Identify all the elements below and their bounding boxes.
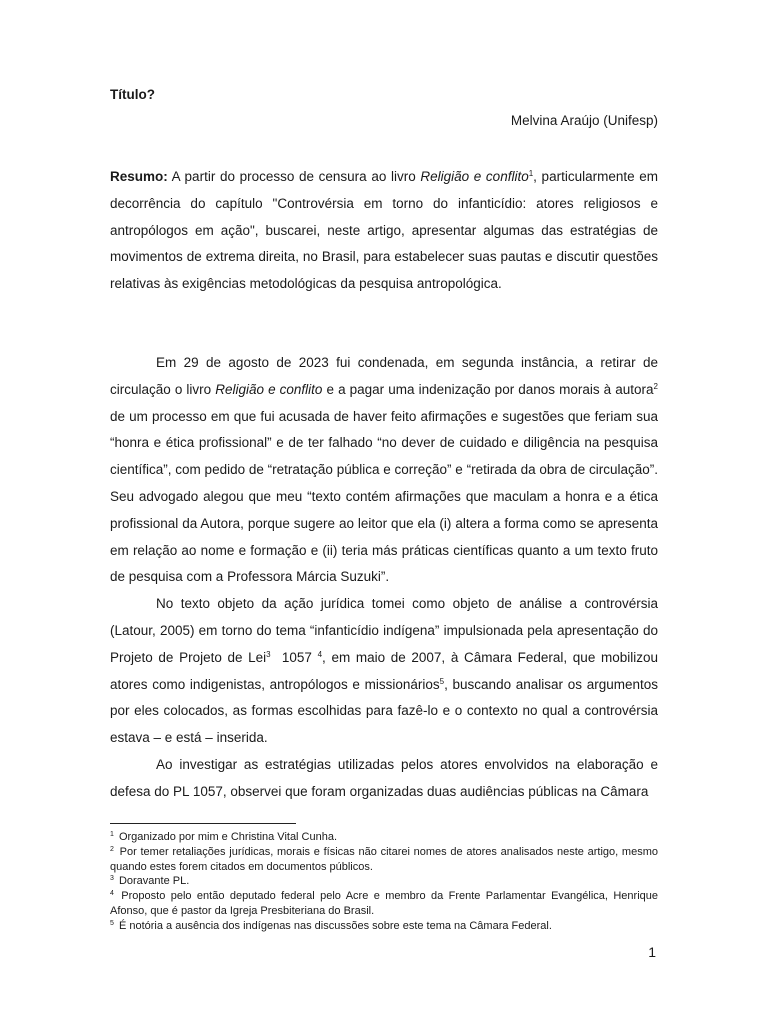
footnote-text: Doravante PL. (115, 875, 190, 888)
footnote-text: Organizado por mim e Christina Vital Cunha. (115, 831, 338, 843)
footnote-ref-5: 5 (439, 676, 445, 686)
page-number: 1 (648, 944, 656, 960)
abstract-text-end: , particularmente em decorrência do capítulo "Controvérsia em torno do infanticídio: atores religiosos e antropólogos em ação", buscarei, neste artigo, apresentar algumas das estratégias de movimentos de extrema direita, no Brasil, para estabelecer suas pautas e discutir questões relativas às exigências metodológicas da pesquisa antropológica. (110, 169, 658, 292)
paragraph-2-part-2: 1057 (270, 649, 318, 665)
author-affiliation: Melvina Araújo (Unifesp) (510, 113, 658, 128)
footnote-3 (110, 874, 658, 889)
paragraph-1-part-2: e a pagar uma indenização por danos morais à autora (322, 381, 654, 397)
paragraph-2-part-3: , em maio de 2007, à Câmara Federal, que mobilizou atores como indigenistas, antropólogos e missionários (110, 649, 658, 692)
body-text (110, 350, 658, 806)
footnote-ref-4: 4 (317, 649, 323, 659)
footnote-ref-3: 3 (266, 649, 271, 659)
footnote-number: 4 (110, 890, 114, 898)
paragraph-1-part-3: de um processo em que fui acusada de haver feito afirmações e sugestões que feriam sua “honra e ética profissional” e de ter falhado “no dever de cuidado e diligência na pesquisa científica”, com pedido de “retratação pública e correção” e “retirada da obra de circulação”. Seu advogado alegou que meu “texto contém afirmações que maculam a honra e a ética profissional da Autora, porque sugere ao leitor que ela (i) altera a forma como se apresenta em relação ao nome e formação e (ii) teria más práticas científicas quanto a um texto fruto de pesquisa com a Professora Márcia Suzuki”. (110, 408, 658, 585)
footnote-text: Por temer retaliações jurídicas, morais e físicas não citarei nomes de atores analisados neste artigo, mesmo quando estes forem citados em documentos públicos. (110, 845, 658, 873)
footnote-number: 2 (110, 845, 114, 853)
footnote-ref-2: 2 (653, 381, 658, 391)
footnote-1 (110, 830, 658, 845)
paragraph-2-part-4: , buscando analisar os argumentos por eles colocados, as formas escolhidas para fazê-lo e o contexto no qual a controvérsia estava – e está – inserida. (110, 676, 658, 746)
abstract (110, 164, 658, 298)
footnote-4 (110, 889, 658, 919)
abstract-label: Resumo: (110, 169, 168, 184)
footnote-number: 5 (110, 919, 114, 927)
paragraph-1-part-1: Em 29 de agosto de 2023 fui condenada, em segunda instância, a retirar de circulação o livro (110, 355, 658, 397)
footnote-text: É notória a ausência dos indígenas nas discussões sobre este tema na Câmara Federal. (115, 919, 552, 932)
footnote-number: 3 (110, 875, 114, 883)
document-title: Título? (110, 87, 155, 102)
paragraph-3: Ao investigar as estratégias utilizadas pelos atores envolvidos na elaboração e defesa do PL 1057, observei que foram organizadas duas audiências públicas na Câmara (110, 756, 658, 799)
footnote-number: 1 (110, 831, 114, 838)
paragraph-2-part-1: No texto objeto da ação jurídica tomei como objeto de análise a controvérsia (Latour, 2005) em torno do tema “infanticídio indígena” impulsionada pela apresentação do Projeto de Projeto de Lei (110, 596, 658, 665)
footnote-5 (110, 919, 658, 934)
footnote-ref-1: 1 (528, 169, 534, 178)
paragraph-2 (110, 591, 658, 752)
book-title: Religião e conflito (215, 381, 323, 397)
footnote-separator (110, 823, 296, 824)
paragraph-1 (110, 350, 658, 591)
footnotes (110, 830, 658, 934)
book-title: Religião e conflito (420, 169, 529, 184)
abstract-text-start: A partir do processo de censura ao livro (167, 169, 421, 184)
footnote-text: Proposto pelo então deputado federal pelo Acre e membro da Frente Parlamentar Evangélica, Henrique Afonso, que é pastor da Igreja Presbiteriana do Brasil. (110, 890, 658, 917)
footnote-2 (110, 845, 658, 875)
